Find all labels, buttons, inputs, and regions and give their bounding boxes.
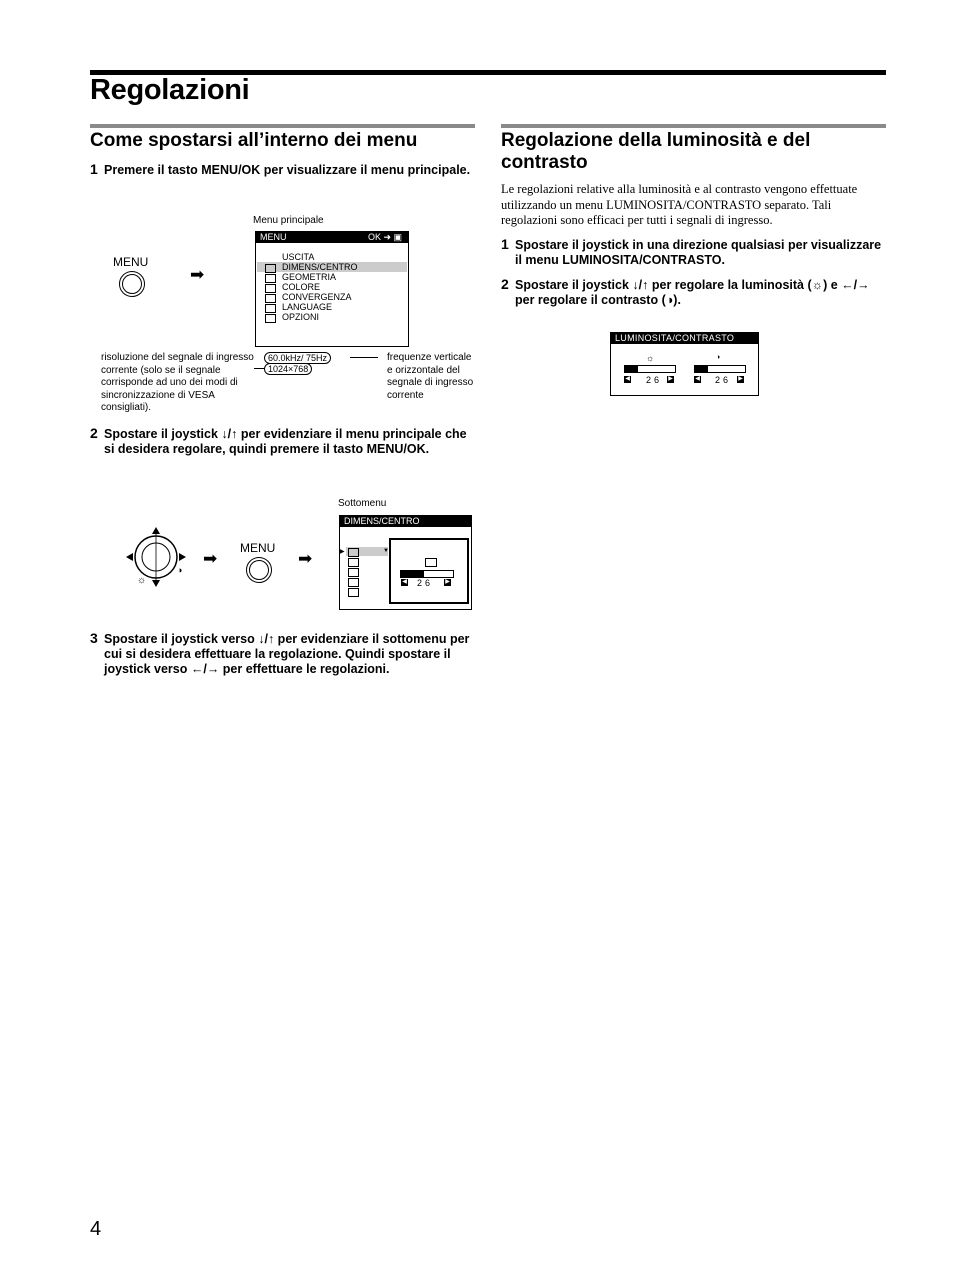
contrast-icon: ◑ xyxy=(177,565,183,575)
decrease-icon[interactable]: ◀ xyxy=(402,579,407,585)
menu-button-label: MENU xyxy=(113,255,149,269)
menu-item-size-center[interactable]: DIMENS/CENTRO xyxy=(282,262,358,272)
v-center-icon[interactable] xyxy=(348,578,359,587)
value-readout: 26 xyxy=(417,578,434,588)
step-number: 1 xyxy=(90,161,98,177)
brightness-contrast-screen xyxy=(610,332,759,396)
zoom-icon[interactable] xyxy=(348,588,359,597)
adjust-panel xyxy=(389,538,469,604)
left-step-2 xyxy=(90,425,476,457)
step-number: 2 xyxy=(501,276,509,292)
brightness-icon: ☼ xyxy=(646,353,655,363)
value-bar-fill xyxy=(401,571,424,577)
resolution-note: risoluzione del segnale di ingresso corrente (solo se il segnale corrisponde ad uno dei modi di sincronizzazione di VESA consigliati). xyxy=(101,352,254,413)
brightness-bar-fill xyxy=(625,366,638,372)
resolution-leader-line xyxy=(254,368,264,369)
menu-item-geometry[interactable]: GEOMETRIA xyxy=(282,272,337,282)
left-section-rule xyxy=(90,124,475,128)
brightness-decrease-icon[interactable]: ◀ xyxy=(625,376,630,382)
selected-pointer-icon: ▶ xyxy=(340,549,345,555)
right-arrow-icon: ➡ xyxy=(203,549,218,568)
menu-button[interactable] xyxy=(246,557,272,583)
page-title: Regolazioni xyxy=(90,74,250,106)
contrast-icon: ◑ xyxy=(716,354,721,361)
brightness-icon: ☼ xyxy=(137,575,147,586)
convergence-icon xyxy=(265,294,276,303)
contrast-decrease-icon[interactable]: ◀ xyxy=(695,376,700,382)
step-text: Spostare il joystick verso ↓/↑ per evidenziare il sottomenu per cui si desidera effettuare la regolazione. Quindi spostare il joystick verso ←/→ per effettuare le regolazioni. xyxy=(104,632,470,676)
size-center-icon xyxy=(265,264,276,273)
right-step-2 xyxy=(501,276,887,308)
right-arrow-icon: ➡ xyxy=(190,265,205,284)
page-number: 4 xyxy=(90,1218,102,1240)
brightness-contrast-bar: LUMINOSITA/CONTRASTO xyxy=(611,333,758,344)
step-text: Spostare il joystick ↓/↑ per regolare la luminosità (☼) e ←/→ per regolare il contrasto (◑). xyxy=(515,278,870,307)
value-bar[interactable] xyxy=(400,570,454,578)
menu-button-label: MENU xyxy=(240,541,276,555)
left-section-title: Come spostarsi all’interno dei menu xyxy=(90,130,418,151)
ok-exit-indicator: OK ➜ ▣ xyxy=(367,232,402,242)
main-menu-caption: Menu principale xyxy=(253,215,324,226)
v-size-icon[interactable] xyxy=(348,558,359,567)
main-menu-bar xyxy=(256,232,408,243)
submenu-pointer-icon: ▼ xyxy=(383,548,389,554)
contrast-value: 26 xyxy=(715,375,732,385)
menu-item-convergence[interactable]: CONVERGENZA xyxy=(282,292,352,302)
increase-icon[interactable]: ▶ xyxy=(445,579,450,585)
resolution-readout: 1024×768 xyxy=(264,363,312,375)
submenu-screen xyxy=(339,515,472,610)
contrast-bar-fill xyxy=(695,366,708,372)
frequency-leader-line xyxy=(350,357,378,358)
right-step-1 xyxy=(501,236,887,268)
ok-label: OK xyxy=(367,232,381,242)
main-menu-screen xyxy=(255,231,409,347)
frequency-readout: 60.0kHz/ 75Hz xyxy=(264,352,331,364)
step-text: Spostare il joystick in una direzione qualsiasi per visualizzare il menu LUMINOSITA/CONTRASTO. xyxy=(515,238,882,267)
brightness-bar[interactable] xyxy=(624,365,676,373)
right-section-rule xyxy=(501,124,886,128)
menu-item-language[interactable]: LANGUAGE xyxy=(282,302,333,312)
step-text: Premere il tasto MENU/OK per visualizzare il menu principale. xyxy=(104,163,471,177)
h-center-icon[interactable] xyxy=(348,568,359,577)
menu-item-options[interactable]: OPZIONI xyxy=(282,312,320,322)
geometry-icon xyxy=(265,274,276,283)
left-step-1 xyxy=(90,161,474,178)
options-icon xyxy=(265,314,276,323)
menu-button[interactable] xyxy=(119,271,145,297)
color-icon xyxy=(265,284,276,293)
step-number: 2 xyxy=(90,425,98,441)
menu-item-exit[interactable]: USCITA xyxy=(282,252,315,262)
submenu-bar: DIMENS/CENTRO xyxy=(340,516,471,527)
h-size-adjust-icon xyxy=(425,558,437,567)
joystick-icon[interactable] xyxy=(122,524,190,590)
frequency-note: frequenze verticale e orizzontale del segnale di ingresso corrente xyxy=(387,352,474,401)
main-menu-bar-title: MENU xyxy=(260,232,287,242)
submenu-caption: Sottomenu xyxy=(338,498,387,509)
h-size-icon[interactable] xyxy=(348,548,359,557)
right-arrow-icon: ➡ xyxy=(298,549,313,568)
right-intro: Le regolazioni relative alla luminosità e al contrasto vengono effettuate utilizzando un menu LUMINOSITA/CONTRASTO separato. Tali regolazioni sono efficaci per tutti i segnali di ingresso. xyxy=(501,182,858,227)
menu-item-color[interactable]: COLORE xyxy=(282,282,321,292)
language-icon xyxy=(265,304,276,313)
step-number: 3 xyxy=(90,630,98,646)
brightness-increase-icon[interactable]: ▶ xyxy=(668,376,673,382)
contrast-bar[interactable] xyxy=(694,365,746,373)
contrast-increase-icon[interactable]: ▶ xyxy=(738,376,743,382)
step-number: 1 xyxy=(501,236,509,252)
step-text: Spostare il joystick ↓/↑ per evidenziare il menu principale che si desidera regolare, quindi premere il tasto MENU/OK. xyxy=(104,427,467,456)
brightness-value: 26 xyxy=(646,375,663,385)
right-section-title: Regolazione della luminosità e del contrasto xyxy=(501,130,811,173)
left-step-3 xyxy=(90,630,476,677)
